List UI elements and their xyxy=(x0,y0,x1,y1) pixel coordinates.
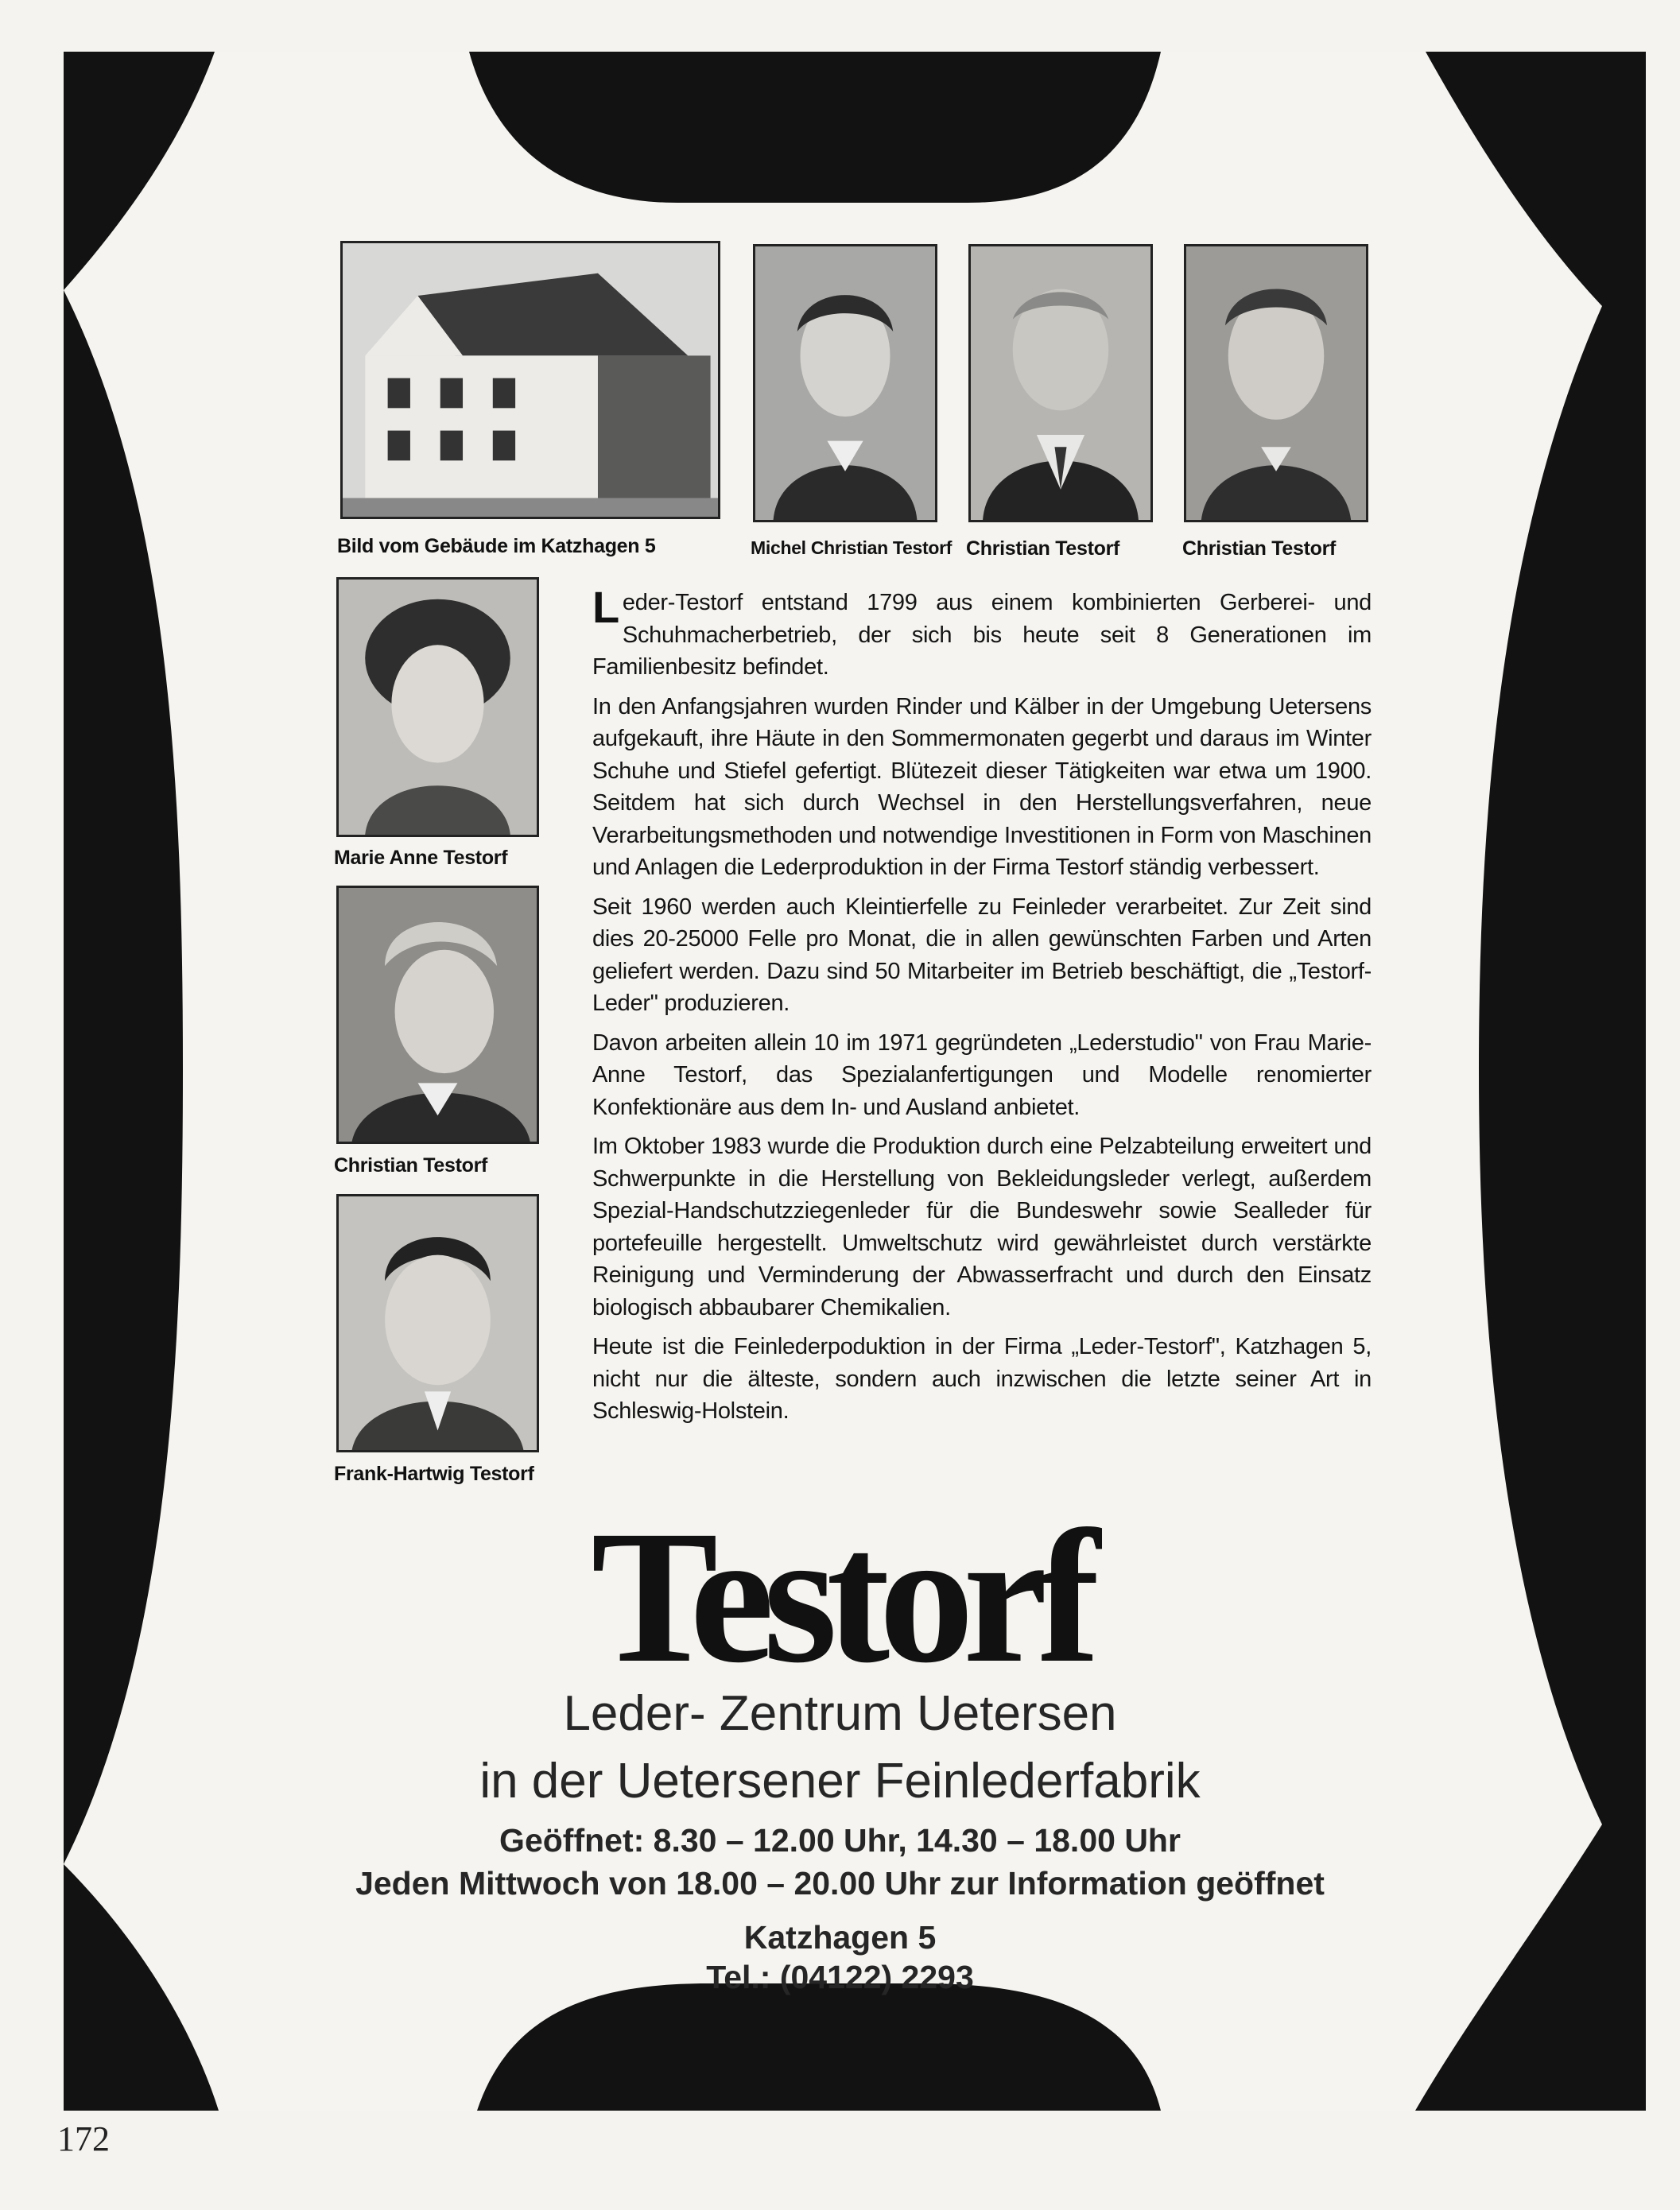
opening-hours: Geöffnet: 8.30 – 12.00 Uhr, 14.30 – 18.00 Uhr xyxy=(499,1822,1181,1859)
caption-christian-1: Christian Testorf xyxy=(966,537,1120,560)
page-number: 172 xyxy=(57,2119,110,2158)
michel-christian-testorf-portrait xyxy=(753,244,937,522)
christian-testorf-portrait-3 xyxy=(336,886,539,1144)
article-paragraph: Davon arbeiten allein 10 im 1971 gegründeten „Lederstudio" von Frau Marie-Anne Testorf, das Spezialanfertigungen und Modelle renomierter Konfektionäre aus dem In- und Ausland anbietet. xyxy=(592,1029,1372,1120)
phone-number: Tel.: (04122) 2293 xyxy=(706,1959,974,1995)
brand-line-1: Leder- Zentrum Uetersen xyxy=(563,1686,1117,1741)
christian-testorf-portrait-1 xyxy=(968,244,1153,522)
article-paragraph: Leder-Testorf entstand 1799 aus einem kombinierten Gerberei- und Schuhmacherbetrieb, der sich bis heute seit 8 Generationen im Familienbesitz befindet. xyxy=(592,582,1372,680)
caption-frank: Frank-Hartwig Testorf xyxy=(334,1463,534,1485)
caption-building: Bild vom Gebäude im Katzhagen 5 xyxy=(337,535,656,557)
article-paragraph: Im Oktober 1983 wurde die Produktion durch eine Pelzabteilung erweitert und Schwerpunkte in die Herstellung von Bekleidungsleder verlegt, außerdem Spezial-Handschutzziegenleder für die Bundeswehr sowie Sealleder für portefeuille hergestellt. Umweltschutz wird gewährleistet durch verstärkte Reinigung und Verminderung der Abwasserfracht und durch den Einsatz biologisch abbaubarer Chemikalien. xyxy=(592,1134,1372,1320)
caption-michel: Michel Christian Testorf xyxy=(751,537,953,558)
building-photo xyxy=(340,241,720,519)
caption-marie: Marie Anne Testorf xyxy=(334,847,508,869)
caption-christian-2: Christian Testorf xyxy=(1182,537,1337,560)
article-paragraph: Seit 1960 werden auch Kleintierfelle zu Feinleder verarbeitet. Zur Zeit sind dies 20-25000 Felle pro Monat, die in allen gewünschten Farben und Arten geliefert werden. Dazu sind 50 Mitarbeiter im Betrieb beschäftigt, die „Testorf-Leder" produzieren. xyxy=(592,894,1372,1016)
article-paragraph: In den Anfangsjahren wurden Rinder und Kälber in der Umgebung Uetersens aufgekauft, ihre Häute in den Sommermonaten gegerbt und daraus im Winter Schuhe und Stiefel gefertigt. Blütezeit dieser Tätigkeiten war etwa um 1900. Seitdem hat sich durch Wechsel in den Herstellungsverfahren, neue Verarbeitungsmethoden und notwendige Investitionen in Form von Maschinen und Anlagen die Lederproduktion in der Firma Testorf ständig verbessert. xyxy=(592,693,1372,880)
address: Katzhagen 5 xyxy=(743,1919,937,1956)
caption-christian-3: Christian Testorf xyxy=(334,1154,488,1177)
article-body xyxy=(592,582,1372,1435)
christian-testorf-portrait-2 xyxy=(1184,244,1368,522)
frank-hartwig-testorf-portrait xyxy=(336,1194,539,1452)
brand-line-2: in der Uetersener Feinlederfabrik xyxy=(479,1754,1201,1809)
article-paragraph: Heute ist die Feinlederpoduktion in der Firma „Leder-Testorf", Katzhagen 5, nicht nur die älteste, sondern auch inzwischen die letzte seiner Art in Schleswig-Holstein. xyxy=(592,1334,1372,1424)
brand-logo-text: Testorf xyxy=(591,1491,1089,1702)
marie-anne-testorf-portrait xyxy=(336,577,539,837)
wednesday-hours: Jeden Mittwoch von 18.00 – 20.00 Uhr zur Information geöffnet xyxy=(355,1865,1325,1902)
